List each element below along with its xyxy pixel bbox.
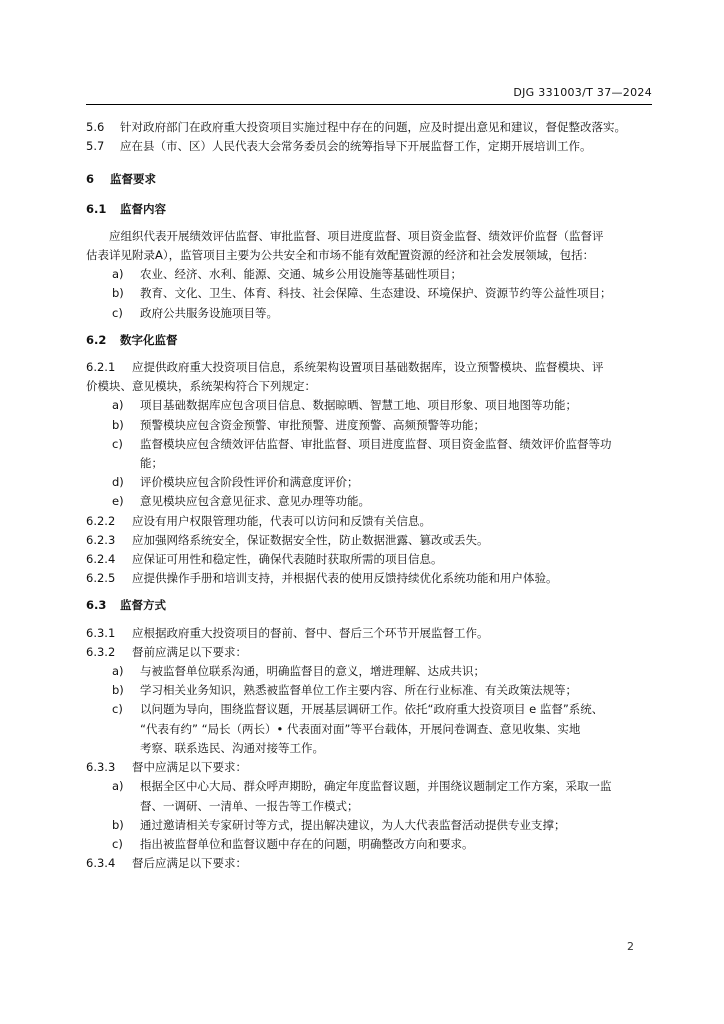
list-marker: c) [112, 436, 123, 451]
list-marker: b) [112, 286, 124, 301]
list-item-continuation [86, 454, 658, 473]
section-number: 6.3 [86, 598, 107, 613]
list-text: 根据全区中心大局、群众呼声期盼，确定年度监督议题，并围绕议题制定工作方案，采取一监 [140, 779, 612, 794]
section-number: 6 [86, 172, 95, 187]
clause-text: 应提供政府重大投资项目信息，系统架构设置项目基础数据库，设立预警模块、监督模块、评 [132, 360, 604, 375]
page-number: 2 [627, 940, 634, 953]
section-number: 6.1 [86, 201, 107, 216]
clause-text: 应保证可用性和稳定性，确保代表随时获取所需的项目信息。 [132, 552, 443, 567]
list-item [86, 835, 658, 854]
list-text: 考察、联系选民、沟通对接等工作。 [140, 740, 324, 755]
list-text: 预警模块应包含资金预警、审批预警、进度预警、高频预警等功能； [140, 417, 485, 432]
clause-6-2-4 [86, 550, 658, 569]
list-text: 教育、文化、卫生、体育、科技、社会保障、生态建设、环境保护、资源节约等公益性项目； [140, 286, 612, 301]
clause-6-3-1 [86, 624, 658, 643]
list-marker: b) [112, 417, 124, 432]
clause-number: 6.2.5 [86, 571, 116, 586]
clause-text: 督前应满足以下要求： [132, 644, 247, 659]
header-rule [86, 104, 652, 105]
clause-text: 督后应满足以下要求： [132, 856, 247, 871]
clause-text: 应根据政府重大投资项目的督前、督中、督后三个环节开展监督工作。 [132, 625, 489, 640]
list-text: 以问题为导向，围绕监督议题，开展基层调研工作。依托“政府重大投资项目 e 监督”系统、 [140, 702, 604, 717]
clause-5-7 [86, 137, 658, 156]
list-marker: b) [112, 817, 124, 832]
clause-number: 5.7 [86, 139, 105, 154]
clause-text: 针对政府部门在政府重大投资项目实施过程中存在的问题，应及时提出意见和建议，督促整改落实。 [120, 120, 626, 134]
list-text: 评价模块应包含阶段性评价和满意度评价； [140, 475, 359, 490]
clause-number: 6.3.2 [86, 644, 116, 659]
list-item [86, 396, 658, 415]
list-item [86, 265, 658, 284]
document-body [86, 118, 658, 873]
list-item [86, 662, 658, 681]
document-header: DJG 331003/T 37—2024 [513, 86, 652, 99]
list-marker: c) [112, 836, 123, 851]
list-text: 指出被监督单位和监督议题中存在的问题，明确整改方向和要求。 [140, 836, 474, 851]
list-text: 与被监督单位联系沟通，明确监督目的意义，增进理解、达成共识； [140, 664, 485, 679]
list-item [86, 435, 658, 454]
clause-number: 5.6 [86, 120, 105, 134]
clause-6-2-1 [86, 358, 658, 377]
clause-number: 6.3.3 [86, 760, 116, 775]
list-marker: e) [112, 494, 124, 509]
section-title: 监督方式 [120, 598, 166, 613]
list-item-continuation [86, 797, 658, 816]
clause-6-2-2 [86, 512, 658, 531]
list-marker: c) [112, 305, 123, 320]
clause-number: 6.2.1 [86, 360, 116, 375]
list-item-continuation [86, 720, 658, 739]
list-text: 项目基础数据库应包含项目信息、数据晾晒、智慧工地、项目形象、项目地图等功能； [140, 398, 577, 413]
list-marker: a) [112, 664, 124, 679]
list-item-continuation [86, 739, 658, 758]
clause-6-3-3 [86, 758, 658, 777]
list-text: 意见模块应包含意见征求、意见办理等功能。 [140, 494, 370, 509]
list-marker: a) [112, 267, 124, 282]
section-6-3-heading [86, 596, 658, 615]
clause-number: 6.2.4 [86, 552, 116, 567]
clause-text: 应加强网络系统安全，保证数据安全性，防止数据泄露、篡改或丢失。 [132, 532, 489, 547]
paragraph: 估表详见附录A），监管项目主要为公共安全和市场不能有效配置资源的经济和社会发展领域，包括： [86, 248, 595, 263]
clause-number: 6.3.1 [86, 625, 116, 640]
clause-text: 督中应满足以下要求： [132, 760, 247, 775]
clause-6-3-2 [86, 643, 658, 662]
list-text: 督、一调研、一清单、一报告等工作模式； [140, 798, 359, 813]
list-text: “代表有约” “局长（两长）• 代表面对面”等平台载体，开展问卷调查、意见收集、实地 [140, 721, 581, 736]
list-item [86, 681, 658, 700]
list-item [86, 304, 658, 323]
list-text: 农业、经济、水利、能源、交通、城乡公用设施等基础性项目； [140, 267, 462, 282]
clause-number: 6.3.4 [86, 856, 116, 871]
list-marker: c) [112, 702, 123, 717]
clause-6-3-4 [86, 854, 658, 873]
section-title: 监督内容 [120, 201, 166, 216]
list-marker: b) [112, 683, 124, 698]
section-6-1-heading [86, 200, 658, 219]
list-item [86, 777, 658, 796]
clause-5-6 [86, 118, 658, 137]
list-item [86, 284, 658, 303]
clause-6-2-3 [86, 531, 658, 550]
section-title: 监督要求 [110, 172, 156, 187]
section-title: 数字化监督 [120, 332, 178, 347]
list-text: 政府公共服务设施项目等。 [140, 305, 278, 320]
paragraph: 应组织代表开展绩效评估监督、审批监督、项目进度监督、项目资金监督、绩效评价监督（监督评 [109, 228, 604, 243]
list-item [86, 473, 658, 492]
section-6-2-heading [86, 331, 658, 350]
list-marker: d) [112, 475, 124, 490]
list-text: 监督模块应包含绩效评估监督、审批监督、项目进度监督、项目资金监督、绩效评价监督等功 [140, 436, 612, 451]
list-text: 学习相关业务知识，熟悉被监督单位工作主要内容、所在行业标准、有关政策法规等； [140, 683, 577, 698]
list-marker: a) [112, 779, 124, 794]
clause-text: 应设有用户权限管理功能，代表可以访问和反馈有关信息。 [132, 513, 431, 528]
section-number: 6.2 [86, 332, 107, 347]
section-6-heading [86, 170, 658, 189]
clause-6-2-5 [86, 569, 658, 588]
paragraph: 价模块、意见模块，系统架构符合下列规定： [86, 379, 316, 394]
clause-text: 应在县（市、区）人民代表大会常务委员会的统筹指导下开展监督工作，定期开展培训工作。 [120, 139, 592, 154]
list-text: 能； [140, 456, 163, 471]
clause-number: 6.2.3 [86, 532, 116, 547]
list-item [86, 816, 658, 835]
list-item [86, 700, 658, 719]
clause-number: 6.2.2 [86, 513, 116, 528]
clause-text: 应提供操作手册和培训支持，并根据代表的使用反馈持续优化系统功能和用户体验。 [132, 571, 558, 586]
list-item [86, 416, 658, 435]
list-item [86, 492, 658, 511]
list-marker: a) [112, 398, 124, 413]
list-text: 通过邀请相关专家研讨等方式，提出解决建议，为人大代表监督活动提供专业支撑； [140, 817, 566, 832]
